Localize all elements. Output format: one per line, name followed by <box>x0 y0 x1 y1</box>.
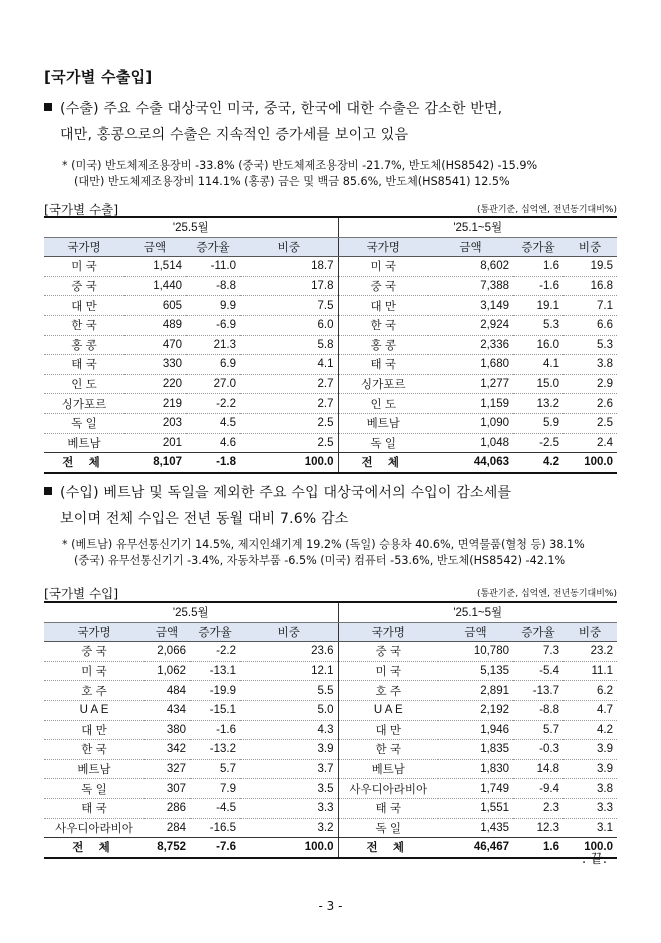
export-table-unit: (통관기준, 십억엔, 전년동기대비%) <box>476 205 617 215</box>
growth-cell: -7.6 <box>190 838 240 858</box>
amount-cell: 1,277 <box>428 374 513 394</box>
growth-cell: -9.4 <box>513 779 563 799</box>
amount-cell: 2,066 <box>144 642 190 662</box>
growth-cell: -1.6 <box>190 720 240 740</box>
column-header: 증가율 <box>186 237 240 257</box>
growth-cell: 7.3 <box>513 642 563 662</box>
import-table-heading <box>44 584 617 600</box>
country-cell: 한 국 <box>338 315 428 335</box>
country-cell: 호 주 <box>338 681 438 701</box>
share-cell: 16.8 <box>563 276 617 296</box>
table-row <box>44 700 617 720</box>
amount-cell: 1,514 <box>124 257 186 277</box>
column-header: 금액 <box>124 237 186 257</box>
share-cell: 5.8 <box>240 335 338 355</box>
amount-cell: 484 <box>144 681 190 701</box>
share-cell: 4.2 <box>563 720 617 740</box>
growth-cell: 5.7 <box>513 720 563 740</box>
table-row <box>44 661 617 681</box>
export-note-line2: (대만) 반도체제조용장비 114.1% (홍콩) 금은 및 백금 85.6%, 반도체(HS8541) 12.5% <box>74 175 510 188</box>
export-summary <box>44 96 624 148</box>
share-cell: 11.1 <box>563 661 617 681</box>
amount-cell: 1,435 <box>438 818 513 838</box>
share-cell: 3.8 <box>563 779 617 799</box>
share-cell: 4.1 <box>240 355 338 375</box>
amount-cell: 1,749 <box>438 779 513 799</box>
amount-cell: 342 <box>144 740 190 760</box>
table-row <box>44 433 617 453</box>
country-cell: 중 국 <box>44 276 124 296</box>
amount-cell: 434 <box>144 700 190 720</box>
amount-cell: 1,062 <box>144 661 190 681</box>
country-cell: 호 주 <box>44 681 144 701</box>
country-cell: 독 일 <box>338 818 438 838</box>
amount-cell: 203 <box>124 413 186 433</box>
amount-cell: 220 <box>124 374 186 394</box>
growth-cell: 2.3 <box>513 798 563 818</box>
country-cell: 대 만 <box>338 296 428 316</box>
country-cell: 한 국 <box>44 740 144 760</box>
country-cell: 베트남 <box>44 759 144 779</box>
share-cell: 3.8 <box>563 355 617 375</box>
share-cell: 3.9 <box>240 740 338 760</box>
growth-cell: 27.0 <box>186 374 240 394</box>
country-cell: 독 일 <box>338 433 428 453</box>
growth-cell: -13.2 <box>190 740 240 760</box>
table-row <box>44 740 617 760</box>
amount-cell: 470 <box>124 335 186 355</box>
share-cell: 2.5 <box>240 413 338 433</box>
column-header: 비중 <box>240 622 338 642</box>
share-cell: 18.7 <box>240 257 338 277</box>
country-cell: 태 국 <box>44 798 144 818</box>
country-cell: 대 만 <box>44 720 144 740</box>
export-note <box>62 158 632 190</box>
table-row <box>44 394 617 414</box>
country-cell: 대 만 <box>44 296 124 316</box>
page-number: - 3 - <box>318 899 343 913</box>
total-row <box>44 838 617 858</box>
share-cell: 7.1 <box>563 296 617 316</box>
share-cell: 3.3 <box>240 798 338 818</box>
growth-cell: 5.3 <box>513 315 563 335</box>
amount-cell: 1,830 <box>438 759 513 779</box>
amount-cell: 489 <box>124 315 186 335</box>
import-summary-line2: 보이며 전체 수입은 전년 동월 대비 7.6% 감소 <box>60 511 349 527</box>
growth-cell: 1.6 <box>513 838 563 858</box>
share-cell: 100.0 <box>240 453 338 473</box>
growth-cell: -4.5 <box>190 798 240 818</box>
table-row <box>44 818 617 838</box>
growth-cell: -5.4 <box>513 661 563 681</box>
amount-cell: 1,090 <box>428 413 513 433</box>
column-header: 증가율 <box>190 622 240 642</box>
amount-cell: 8,107 <box>124 453 186 473</box>
growth-cell: -8.8 <box>513 700 563 720</box>
column-header: 금액 <box>438 622 513 642</box>
country-cell: 인 도 <box>44 374 124 394</box>
country-cell: U A E <box>44 700 144 720</box>
table-row <box>44 276 617 296</box>
share-cell: 4.7 <box>563 700 617 720</box>
amount-cell: 1,551 <box>438 798 513 818</box>
amount-cell: 201 <box>124 433 186 453</box>
country-cell: 싱가포르 <box>338 374 428 394</box>
amount-cell: 8,602 <box>428 257 513 277</box>
growth-cell: -6.9 <box>186 315 240 335</box>
country-cell: 사우디아라비아 <box>44 818 144 838</box>
growth-cell: -19.9 <box>190 681 240 701</box>
amount-cell: 10,780 <box>438 642 513 662</box>
country-cell: 미 국 <box>44 661 144 681</box>
country-cell: 사우디아라비아 <box>338 779 438 799</box>
country-cell: U A E <box>338 700 438 720</box>
share-cell: 3.1 <box>563 818 617 838</box>
share-cell: 17.8 <box>240 276 338 296</box>
import-table-unit: (통관기준, 십억엔, 전년동기대비%) <box>476 589 617 599</box>
growth-cell: -8.8 <box>186 276 240 296</box>
square-bullet-icon <box>44 487 52 495</box>
section-title: [국가별 수출입] <box>44 68 153 86</box>
share-cell: 6.6 <box>563 315 617 335</box>
import-note-line2: (중국) 유무선통신기기 -3.4%, 자동차부품 -6.5% (미국) 컴퓨터 -53.6%, 반도체(HS8542) -42.1% <box>74 554 566 567</box>
share-cell: 3.2 <box>240 818 338 838</box>
amount-cell: 1,835 <box>438 740 513 760</box>
amount-cell: 286 <box>144 798 190 818</box>
growth-cell: 13.2 <box>513 394 563 414</box>
country-cell: 미 국 <box>338 257 428 277</box>
column-header: 증가율 <box>513 622 563 642</box>
amount-cell: 1,159 <box>428 394 513 414</box>
period-row <box>44 217 617 237</box>
column-header: 국가명 <box>338 622 438 642</box>
table-row <box>44 296 617 316</box>
amount-cell: 327 <box>144 759 190 779</box>
share-cell: 3.3 <box>563 798 617 818</box>
import-table <box>44 601 617 859</box>
total-row <box>44 453 617 473</box>
amount-cell: 1,048 <box>428 433 513 453</box>
country-cell: 미 국 <box>44 257 124 277</box>
growth-cell: 7.9 <box>190 779 240 799</box>
share-cell: 2.5 <box>240 433 338 453</box>
header-row <box>44 622 617 642</box>
country-cell: 홍 콩 <box>44 335 124 355</box>
share-cell: 23.6 <box>240 642 338 662</box>
table-row <box>44 335 617 355</box>
share-cell: 19.5 <box>563 257 617 277</box>
column-header: 증가율 <box>513 237 563 257</box>
table-row <box>44 257 617 277</box>
amount-cell: 8,752 <box>144 838 190 858</box>
end-mark: . 끝. <box>582 852 607 867</box>
country-cell: 홍 콩 <box>338 335 428 355</box>
share-cell: 2.5 <box>563 413 617 433</box>
amount-cell: 7,388 <box>428 276 513 296</box>
period-right: '25.1~5월 <box>338 602 617 622</box>
amount-cell: 46,467 <box>438 838 513 858</box>
growth-cell: 1.6 <box>513 257 563 277</box>
growth-cell: -0.3 <box>513 740 563 760</box>
country-cell: 중 국 <box>338 276 428 296</box>
share-cell: 100.0 <box>563 838 617 858</box>
export-summary-line2: 대만, 홍콩으로의 수출은 지속적인 증가세를 보이고 있음 <box>60 127 409 143</box>
country-cell: 대 만 <box>338 720 438 740</box>
country-cell: 한 국 <box>44 315 124 335</box>
growth-cell: 19.1 <box>513 296 563 316</box>
growth-cell: -1.6 <box>513 276 563 296</box>
export-note-line1: * (미국) 반도체제조용장비 -33.8% (중국) 반도체제조용장비 -21.7%, 반도체(HS8542) -15.9% <box>62 159 538 172</box>
country-cell: 독 일 <box>44 413 124 433</box>
share-cell: 7.5 <box>240 296 338 316</box>
growth-cell: -15.1 <box>190 700 240 720</box>
column-header: 비중 <box>563 622 617 642</box>
amount-cell: 1,946 <box>438 720 513 740</box>
import-summary <box>44 480 624 532</box>
country-cell: 중 국 <box>44 642 144 662</box>
column-header: 비중 <box>240 237 338 257</box>
country-cell: 한 국 <box>338 740 438 760</box>
growth-cell: 15.0 <box>513 374 563 394</box>
table-row <box>44 779 617 799</box>
country-cell: 전 체 <box>338 838 438 858</box>
country-cell: 미 국 <box>338 661 438 681</box>
country-cell: 전 체 <box>44 838 144 858</box>
country-cell: 독 일 <box>44 779 144 799</box>
export-table-label: [국가별 수출] <box>44 202 119 217</box>
column-header: 금액 <box>144 622 190 642</box>
share-cell: 23.2 <box>563 642 617 662</box>
table-row <box>44 681 617 701</box>
country-cell: 베트남 <box>44 433 124 453</box>
table-row <box>44 355 617 375</box>
country-cell: 전 체 <box>338 453 428 473</box>
growth-cell: 5.7 <box>190 759 240 779</box>
country-cell: 태 국 <box>338 798 438 818</box>
amount-cell: 2,924 <box>428 315 513 335</box>
country-cell: 태 국 <box>44 355 124 375</box>
export-table-heading <box>44 200 617 216</box>
import-note-line1: * (베트남) 유무선통신기기 14.5%, 제지인쇄기계 19.2% (독일) 승용차 40.6%, 면역물품(혈청 등) 38.1% <box>62 538 585 551</box>
amount-cell: 330 <box>124 355 186 375</box>
table-row <box>44 720 617 740</box>
table-row <box>44 315 617 335</box>
amount-cell: 1,440 <box>124 276 186 296</box>
growth-cell: -1.8 <box>186 453 240 473</box>
growth-cell: 14.8 <box>513 759 563 779</box>
country-cell: 전 체 <box>44 453 124 473</box>
growth-cell: -2.5 <box>513 433 563 453</box>
share-cell: 6.0 <box>240 315 338 335</box>
table-row <box>44 798 617 818</box>
column-header: 금액 <box>428 237 513 257</box>
share-cell: 4.3 <box>240 720 338 740</box>
growth-cell: -16.5 <box>190 818 240 838</box>
growth-cell: 9.9 <box>186 296 240 316</box>
share-cell: 5.3 <box>563 335 617 355</box>
share-cell: 12.1 <box>240 661 338 681</box>
growth-cell: -13.7 <box>513 681 563 701</box>
amount-cell: 307 <box>144 779 190 799</box>
growth-cell: 6.9 <box>186 355 240 375</box>
share-cell: 2.4 <box>563 433 617 453</box>
export-summary-line1: (수출) 주요 수출 대상국인 미국, 중국, 한국에 대한 수출은 감소한 반면, <box>60 101 503 117</box>
table-row <box>44 374 617 394</box>
growth-cell: 4.1 <box>513 355 563 375</box>
share-cell: 2.6 <box>563 394 617 414</box>
amount-cell: 380 <box>144 720 190 740</box>
amount-cell: 284 <box>144 818 190 838</box>
table-row <box>44 642 617 662</box>
growth-cell: 16.0 <box>513 335 563 355</box>
square-bullet-icon <box>44 103 52 111</box>
import-table-label: [국가별 수입] <box>44 586 119 601</box>
share-cell: 3.5 <box>240 779 338 799</box>
column-header: 비중 <box>563 237 617 257</box>
growth-cell: -2.2 <box>190 642 240 662</box>
header-row <box>44 237 617 257</box>
import-summary-line1: (수입) 베트남 및 독일을 제외한 주요 수입 대상국에서의 수입이 감소세를 <box>60 485 512 501</box>
export-table <box>44 216 617 474</box>
share-cell: 3.7 <box>240 759 338 779</box>
amount-cell: 1,680 <box>428 355 513 375</box>
share-cell: 5.5 <box>240 681 338 701</box>
period-left: '25.5월 <box>44 217 338 237</box>
share-cell: 100.0 <box>240 838 338 858</box>
amount-cell: 2,891 <box>438 681 513 701</box>
share-cell: 2.9 <box>563 374 617 394</box>
amount-cell: 5,135 <box>438 661 513 681</box>
country-cell: 베트남 <box>338 413 428 433</box>
country-cell: 중 국 <box>338 642 438 662</box>
share-cell: 100.0 <box>563 453 617 473</box>
table-row <box>44 759 617 779</box>
growth-cell: 4.6 <box>186 433 240 453</box>
amount-cell: 219 <box>124 394 186 414</box>
growth-cell: 4.2 <box>513 453 563 473</box>
country-cell: 인 도 <box>338 394 428 414</box>
table-row <box>44 413 617 433</box>
share-cell: 2.7 <box>240 394 338 414</box>
period-row <box>44 602 617 622</box>
amount-cell: 44,063 <box>428 453 513 473</box>
share-cell: 3.9 <box>563 740 617 760</box>
country-cell: 싱가포르 <box>44 394 124 414</box>
column-header: 국가명 <box>44 237 124 257</box>
growth-cell: 21.3 <box>186 335 240 355</box>
growth-cell: 12.3 <box>513 818 563 838</box>
share-cell: 5.0 <box>240 700 338 720</box>
amount-cell: 2,336 <box>428 335 513 355</box>
amount-cell: 605 <box>124 296 186 316</box>
amount-cell: 2,192 <box>438 700 513 720</box>
import-note <box>62 537 632 569</box>
growth-cell: -2.2 <box>186 394 240 414</box>
share-cell: 3.9 <box>563 759 617 779</box>
period-left: '25.5월 <box>44 602 338 622</box>
share-cell: 2.7 <box>240 374 338 394</box>
growth-cell: -11.0 <box>186 257 240 277</box>
country-cell: 태 국 <box>338 355 428 375</box>
period-right: '25.1~5월 <box>338 217 617 237</box>
amount-cell: 3,149 <box>428 296 513 316</box>
column-header: 국가명 <box>44 622 144 642</box>
column-header: 국가명 <box>338 237 428 257</box>
growth-cell: 5.9 <box>513 413 563 433</box>
growth-cell: 4.5 <box>186 413 240 433</box>
share-cell: 6.2 <box>563 681 617 701</box>
country-cell: 베트남 <box>338 759 438 779</box>
growth-cell: -13.1 <box>190 661 240 681</box>
